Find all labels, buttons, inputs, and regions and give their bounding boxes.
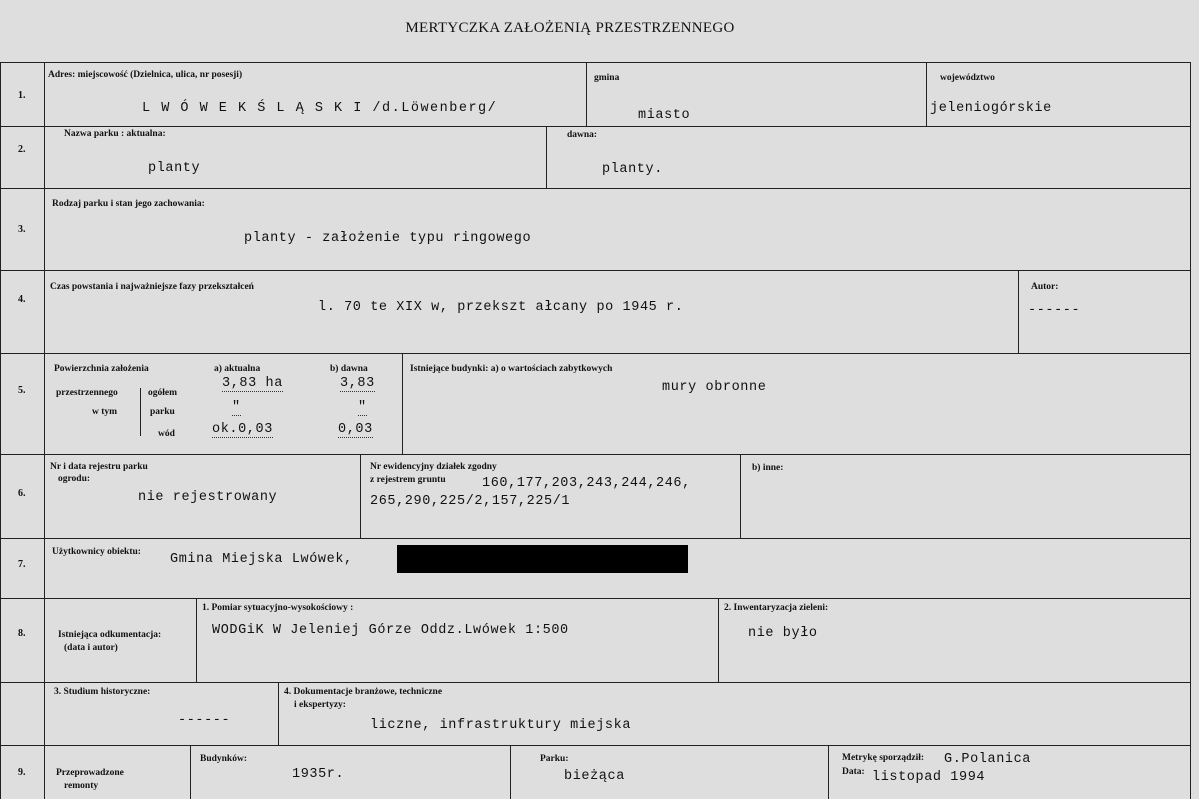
park-name-former-label: dawna:: [567, 130, 598, 140]
greenery-inventory-label: 2. Inwentaryzacja zieleni:: [724, 603, 829, 613]
row-number-6: 6.: [18, 488, 26, 499]
row-number-8: 8.: [18, 628, 26, 639]
area-label: Powierzchnia założenia: [54, 364, 149, 374]
park-name-current-value: planty: [148, 161, 201, 176]
row-number-5: 5.: [18, 385, 26, 396]
park-name-former-value: planty.: [602, 162, 663, 177]
address-label: Adres: miejscowość (Dzielnica, ulica, nr posesji): [48, 70, 243, 80]
renovations-label: Przeprowadzone: [56, 768, 124, 778]
row-9-buildings-divider: [190, 745, 191, 799]
survey-label: 1. Pomiar sytuacyjno-wysokościowy :: [202, 603, 354, 613]
row-2-top-border: [0, 126, 1191, 127]
row-5-top-border: [0, 353, 1191, 354]
row-3-top-border: [0, 188, 1191, 189]
plots-value-line-2: 265,290,225/2,157,225/1: [370, 494, 571, 509]
area-water-current-value: ok.0,03: [212, 422, 273, 437]
row-number-4: 4.: [18, 294, 26, 305]
record-author-label: Metrykę sporządził:: [842, 753, 925, 763]
technical-docs-value: liczne, infrastruktury miejska: [370, 718, 632, 733]
survey-value: WODGiK W Jeleniej Górze Oddz.Lwówek 1:500: [212, 623, 569, 638]
plots-label-2: z rejestrem gruntu: [370, 475, 446, 485]
area-park-label: parku: [150, 407, 175, 417]
row-7-top-border: [0, 538, 1191, 539]
register-label-2: ogrodu:: [58, 474, 91, 484]
area-total-former-value: 3,83: [340, 376, 375, 391]
users-value: Gmina Miejska Lwówek,: [170, 552, 353, 567]
area-in-that-label: w tym: [92, 407, 118, 417]
address-value: L W Ó W E K Ś L Ą S K I /d.Löwenberg/: [142, 101, 498, 116]
row-8-top-border: [0, 598, 1191, 599]
record-author-value: G.Polanica: [944, 752, 1032, 767]
plots-label: Nr ewidencyjny działek zgodny: [370, 462, 497, 472]
row-6-top-border: [0, 454, 1191, 455]
area-park-current-value: ": [232, 400, 241, 415]
voivodeship-label: województwo: [940, 73, 995, 83]
row-1-top-border: [0, 62, 1191, 63]
park-renovation-value: bieżąca: [564, 769, 625, 784]
author-label: Autor:: [1031, 282, 1059, 292]
row-1-gmina-divider: [586, 62, 587, 126]
buildings-renovation-value: 1935r.: [292, 767, 345, 782]
greenery-inventory-value: nie było: [748, 626, 818, 641]
row-number-9: 9.: [18, 767, 26, 778]
document-title: MERTYCZKA ZAŁOŻENIĄ PRZESTRZENNEGO: [405, 20, 735, 36]
area-total-current-value: 3,83 ha: [222, 376, 283, 391]
register-label: Nr i data rejestru parku: [50, 462, 148, 472]
record-date-value: listopad 1994: [872, 770, 986, 785]
documentation-label-2: (data i autor): [64, 643, 118, 653]
row-2-former-divider: [546, 126, 547, 188]
creation-time-label: Czas powstania i najważniejsze fazy przekształceń: [50, 282, 254, 292]
area-water-former-value: 0,03: [338, 422, 373, 437]
row-4-top-border: [0, 270, 1191, 271]
row-8-survey-divider: [196, 598, 197, 682]
park-type-label: Rodzaj parku i stan jego zachowania:: [52, 199, 205, 209]
row-5-subcolumn-divider: [140, 388, 141, 436]
existing-buildings-value: mury obronne: [662, 380, 767, 395]
plots-value-line-1: 160,177,203,243,244,246,: [482, 476, 691, 491]
creation-time-value: l. 70 te XIX w, przekszt ałcany po 1945 r.: [318, 300, 684, 315]
park-renovation-label: Parku:: [540, 754, 569, 764]
row-9-top-border: [0, 745, 1191, 746]
frame-right-border: [1190, 62, 1191, 799]
record-date-label: Data:: [842, 767, 865, 777]
row-8b-top-border: [0, 682, 1191, 683]
gmina-value: miasto: [638, 108, 691, 123]
documentation-label: Istniejąca odkumentacja:: [58, 630, 162, 640]
row-6-plots-divider: [360, 454, 361, 538]
row-number-1: 1.: [18, 90, 26, 101]
historical-study-label: 3. Studium historyczne:: [54, 687, 151, 697]
redaction-bar: [397, 545, 688, 573]
buildings-renovation-label: Budynków:: [200, 754, 247, 764]
row-8b-docs-divider: [278, 682, 279, 745]
area-total-label: ogółem: [148, 388, 178, 398]
park-type-value: planty - założenie typu ringowego: [244, 231, 532, 246]
row-number-2: 2.: [18, 144, 26, 155]
register-value: nie rejestrowany: [138, 490, 278, 505]
area-current-column-label: a) aktualna: [214, 364, 261, 374]
users-label: Użytkownicy obiektu:: [52, 547, 141, 557]
row-5-buildings-divider: [402, 353, 403, 454]
historical-study-value: ------: [178, 713, 231, 728]
technical-docs-label-2: i ekspertyzy:: [294, 700, 346, 710]
frame-left-border: [0, 62, 1, 799]
existing-buildings-label: Istniejące budynki: a) o wartościach zabytkowych: [410, 364, 613, 374]
other-buildings-label: b) inne:: [752, 463, 784, 473]
area-former-column-label: b) dawna: [330, 364, 368, 374]
park-name-current-label: Nazwa parku : aktualna:: [64, 129, 166, 139]
renovations-label-2: remonty: [64, 781, 99, 791]
voivodeship-value: jeleniogórskie: [930, 101, 1052, 116]
row-8-inventory-divider: [718, 598, 719, 682]
area-water-label: wód: [158, 429, 175, 439]
technical-docs-label: 4. Dokumentacje branżowe, techniczne: [284, 687, 443, 697]
gmina-label: gmina: [594, 73, 620, 83]
row-number-3: 3.: [18, 224, 26, 235]
area-sub-label: przestrzennego: [56, 388, 118, 398]
area-park-former-value: ": [358, 400, 367, 415]
row-number-7: 7.: [18, 559, 26, 570]
number-column-divider: [44, 62, 45, 799]
row-6-other-divider: [740, 454, 741, 538]
row-1-woj-divider: [926, 62, 927, 126]
row-9-author-divider: [828, 745, 829, 799]
row-4-author-divider: [1018, 270, 1019, 353]
author-value: ------: [1028, 303, 1081, 318]
row-9-park-divider: [510, 745, 511, 799]
